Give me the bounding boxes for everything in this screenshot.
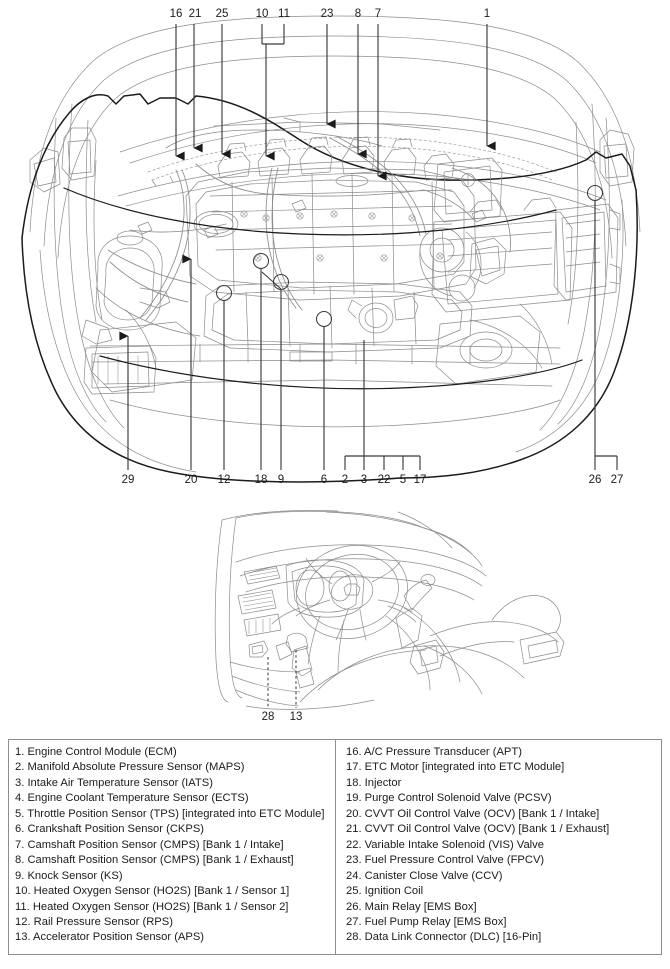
legend-item: 20. CVVT Oil Control Valve (OCV) [Bank 1 / Intake] (346, 807, 600, 820)
callout-16: 16 (169, 8, 183, 20)
legend-item: 28. Data Link Connector (DLC) [16-Pin] (346, 931, 542, 944)
callout-8: 8 (354, 8, 362, 20)
callout-22: 22 (377, 474, 391, 486)
callout-21: 21 (188, 8, 202, 20)
legend-item: 16. A/C Pressure Transducer (APT) (346, 746, 522, 758)
callout-29: 29 (121, 474, 135, 486)
legend-item: 26. Main Relay [EMS Box] (346, 900, 477, 913)
legend-item: 13. Accelerator Position Sensor (APS) (15, 931, 205, 944)
legend-item: 24. Canister Close Valve (CCV) (346, 869, 503, 882)
legend-item: 10. Heated Oxygen Sensor (HO2S) [Bank 1 / Sensor 1] (15, 885, 290, 898)
callout-17: 17 (413, 474, 427, 486)
callout-25: 25 (215, 8, 229, 20)
legend-item: 12. Rail Pressure Sensor (RPS) (15, 915, 173, 928)
legend-item: 7. Camshaft Position Sensor (CMPS) [Bank 1 / Intake] (15, 838, 284, 851)
legend-item: 22. Variable Intake Solenoid (VIS) Valve (346, 838, 544, 851)
legend-item: 25. Ignition Coil (346, 885, 424, 898)
callout-3: 3 (360, 474, 368, 486)
legend-item: 6. Crankshaft Position Sensor (CKPS) (15, 823, 205, 836)
legend-item: 1. Engine Control Module (ECM) (15, 746, 177, 758)
legend-column-right (335, 740, 661, 954)
legend-item: 19. Purge Control Solenoid Valve (PCSV) (346, 792, 552, 805)
callout-2: 2 (341, 474, 349, 486)
callout-23: 23 (320, 8, 334, 20)
callout-6: 6 (320, 474, 328, 486)
callout-7: 7 (374, 8, 382, 20)
callout-27: 27 (610, 474, 624, 486)
legend-item: 27. Fuel Pump Relay [EMS Box] (346, 915, 507, 928)
callout-5: 5 (399, 474, 407, 486)
legend-item: 9. Knock Sensor (KS) (15, 869, 123, 882)
legend-item: 23. Fuel Pressure Control Valve (FPCV) (346, 854, 545, 867)
callout-28: 28 (261, 711, 275, 723)
callout-1: 1 (483, 8, 491, 20)
callout-13: 13 (289, 711, 303, 723)
legend-item: 17. ETC Motor [integrated into ETC Module] (346, 761, 565, 774)
legend-item: 21. CVVT Oil Control Valve (OCV) [Bank 1 / Exhaust] (346, 823, 610, 836)
callout-20: 20 (184, 474, 198, 486)
legend-item: 5. Throttle Position Sensor (TPS) [integrated into ETC Module] (15, 807, 325, 820)
legend-item: 18. Injector (346, 776, 402, 789)
legend-column-left (9, 740, 335, 954)
callout-26: 26 (588, 474, 602, 486)
callout-10: 10 (255, 8, 269, 20)
callout-12: 12 (217, 474, 231, 486)
callout-9: 9 (277, 474, 285, 486)
legend-item: 3. Intake Air Temperature Sensor (IATS) (15, 776, 213, 789)
component-legend-table (8, 739, 662, 955)
callout-18: 18 (254, 474, 268, 486)
legend-item: 2. Manifold Absolute Pressure Sensor (MAPS) (15, 761, 245, 774)
legend-item: 4. Engine Coolant Temperature Sensor (ECTS) (15, 792, 249, 805)
callout-11: 11 (278, 8, 290, 20)
legend-item: 8. Camshaft Position Sensor (CMPS) [Bank 1 / Exhaust] (15, 854, 294, 867)
legend-item: 11. Heated Oxygen Sensor (HO2S) [Bank 1 / Sensor 2] (15, 900, 289, 913)
